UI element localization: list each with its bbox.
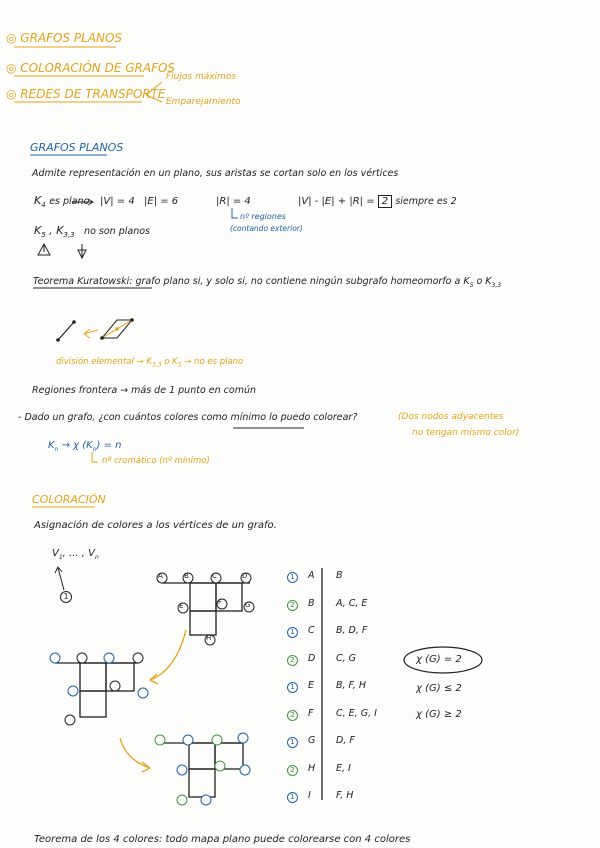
division-elemental: división elemental → $K_{3,3}$ o $K_5$ → no es plano [56, 357, 244, 369]
coloracion-definition: Asignación de colores a los vértices de un grafo. [34, 520, 277, 531]
coloring-question: - Dado un grafo, ¿con cuántos colores como mínimo lo puedo colorear? [18, 412, 358, 423]
kuratowski-theorem: Teorema Kuratowski: grafo plano si, y solo si, no contiene ningún subgrafo homeomorfo a $K_5$ o $K_{3,3}$ [33, 276, 502, 289]
color-number-badge: 1 [287, 792, 298, 803]
color-number-badge: 2 [287, 655, 298, 666]
table-adjacent: C, G [336, 652, 357, 664]
index-branch-1: Flujos máximos [166, 72, 237, 82]
section-heading-coloracion: COLORACIÓN [32, 493, 106, 506]
color-number-badge: 1 [60, 591, 72, 603]
index-item-1: ◎ GRAFOS PLANOS [6, 31, 123, 45]
bullet-circle-icon: ◎ [6, 31, 21, 45]
color-number-badge: 1 [287, 682, 298, 693]
node-label: G [245, 601, 251, 609]
grafos-definition: Admite representación en un plano, sus aristas se cortan solo en los vértices [32, 168, 399, 179]
color-number-badge: 1 [287, 737, 298, 748]
index-item-2: ◎ COLORACIÓN DE GRAFOS [6, 61, 176, 75]
table-node: G [308, 735, 316, 746]
node-label: B [184, 572, 189, 580]
color-number-badge: 1 [287, 627, 298, 638]
chromatic-note: nº cromático (nº mínimo) [102, 456, 210, 466]
k4-line: $K_4$ es plano [34, 194, 90, 210]
color-number-badge: 1 [287, 572, 298, 583]
euler-formula: |V| - |E| + |R| = 2 siempre es 2 [298, 196, 457, 207]
graph-colored [160, 743, 243, 797]
table-adjacent: B, F, H [336, 680, 366, 691]
vertices-list: $V_1$, ... , $V_n$ [52, 548, 99, 561]
table-adjacent: F, H [336, 790, 354, 801]
table-node: B [308, 597, 315, 609]
node-label: H [206, 634, 212, 642]
regions-note-2: (contando exterior) [230, 224, 303, 233]
node-label: F [218, 598, 223, 606]
table-node: F [308, 707, 314, 719]
chi-equals: χ (G) = 2 [416, 654, 462, 665]
r-count: |R| = 4 [216, 196, 251, 207]
chi-le: χ (G) ≤ 2 [416, 683, 462, 694]
k4-drawing [38, 244, 86, 258]
table-adjacent: B, D, F [336, 625, 368, 636]
table-node: A [308, 570, 315, 581]
graph-partial [55, 663, 138, 717]
bullet-circle-icon: ◎ [6, 87, 21, 101]
table-adjacent: E, I [336, 762, 351, 774]
table-adjacent: A, C, E [336, 597, 368, 609]
table-node: D [308, 652, 316, 664]
node-label: E [179, 602, 184, 610]
index-item-3: ◎ REDES DE TRANSPORTE [6, 87, 166, 101]
non-planar-line: $K_5$ , $K_{3,3}$ no son planos [34, 224, 150, 240]
table-node: H [308, 762, 316, 774]
question-note-1: (Dos nodos adyacentes [398, 412, 504, 422]
graph-uncolored [162, 583, 250, 635]
table-node: C [308, 625, 315, 636]
e-count: |E| = 6 [144, 196, 179, 207]
index-branch-2: Emparejamiento [166, 97, 241, 107]
node-label: A [158, 572, 163, 580]
color-number-badge: 2 [287, 710, 298, 721]
chi-ge: χ (G) ≥ 2 [416, 709, 462, 720]
section-heading-grafos: GRAFOS PLANOS [30, 141, 124, 154]
color-number-badge: 2 [287, 600, 298, 611]
table-node: I [308, 790, 311, 801]
table-adjacent: B [336, 570, 343, 581]
bottom-note: Teorema de los 4 colores: todo mapa plano puede colorearse con 4 colores [34, 834, 411, 845]
node-label: D [242, 572, 248, 580]
node-label: C [212, 572, 217, 580]
v-count: |V| = 4 [100, 196, 135, 207]
table-node: E [308, 680, 315, 691]
table-adjacent: D, F [336, 735, 355, 746]
regions-note: nº regiones [240, 212, 286, 221]
table-adjacent: C, E, G, I [336, 707, 377, 719]
kn-chromatic: $K_n \to \chi$ $(K_n) = n$ [48, 440, 122, 453]
color-number-badge: 2 [287, 765, 298, 776]
question-note-2: no tengan mismo color) [412, 428, 520, 438]
bullet-circle-icon: ◎ [6, 61, 21, 75]
regiones-frontera: Regiones frontera → más de 1 punto en común [32, 385, 256, 396]
